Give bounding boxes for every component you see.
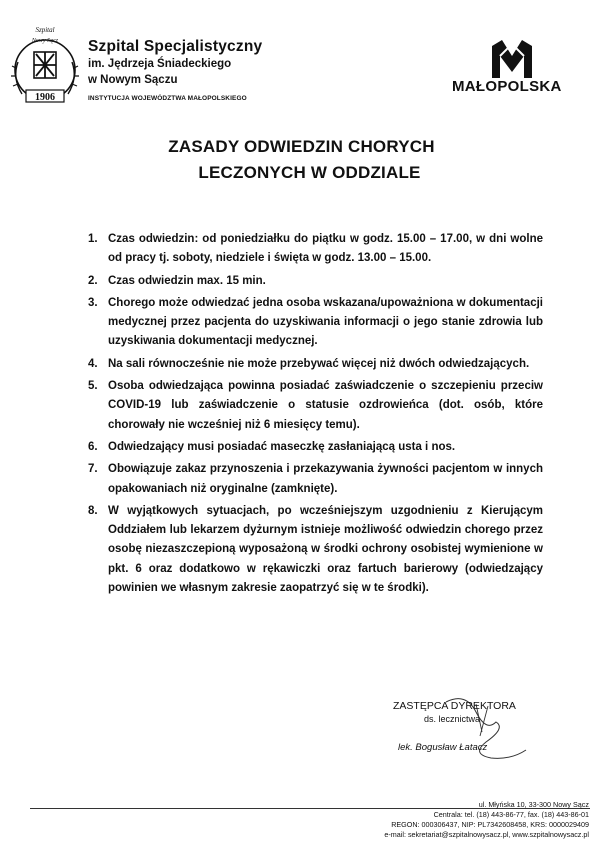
- rule-item-3: [88, 294, 543, 352]
- rule-text: Na sali równocześnie nie może przebywać więcej niż dwóch odwiedzających.: [108, 357, 530, 370]
- rule-item-5: [88, 377, 543, 435]
- rule-number: 1.: [88, 233, 98, 245]
- signature-subtitle: ds. lecznictwa: [424, 714, 481, 724]
- hospital-name: Szpital Specjalistyczny: [88, 38, 263, 55]
- svg-text:Nowy Sącz: Nowy Sącz: [31, 38, 59, 44]
- rule-item-4: [88, 355, 543, 374]
- rule-number: 3.: [88, 296, 98, 309]
- region-name: MAŁOPOLSKA: [452, 78, 562, 95]
- hospital-seal-logo: [6, 22, 84, 108]
- document-title-line1: ZASADY ODWIEDZIN CHORYCH: [168, 137, 435, 156]
- document-title-line2: LECZONYCH W ODDZIALE: [198, 163, 421, 182]
- svg-text:Szpital: Szpital: [35, 26, 55, 34]
- footer-contact: [384, 800, 589, 840]
- hospital-city: w Nowym Sączu: [88, 74, 178, 86]
- rule-number: 7.: [88, 463, 98, 476]
- rule-item-8: [88, 502, 543, 598]
- rule-text: Odwiedzający musi posiadać maseczkę zasłaniającą usta i nos.: [108, 440, 456, 453]
- visiting-rules-list: [88, 230, 543, 601]
- rule-text: Czas odwiedzin max. 15 min.: [108, 274, 266, 287]
- rule-item-2: [88, 272, 543, 291]
- rule-number: 6.: [88, 440, 98, 453]
- hospital-patron: im. Jędrzeja Śniadeckiego: [88, 58, 232, 70]
- signature-title: ZASTĘPCA DYREKTORA: [393, 700, 516, 712]
- rule-item-7: [88, 460, 543, 499]
- rule-number: 4.: [88, 357, 98, 370]
- rule-text: W wyjątkowych sytuacjach, po wcześniejszym uzgodnieniu z Kierującym Oddziałem lub lekarzem dyżurnym istnieje możliwość odwiedzin chorego przez osobę niezaszczepioną wyposażoną w środki ochrony osobistej wymienione w pkt. 6 oraz dodatkowo w rękawiczki oraz fartuch barierowy (odwiedzający powinien we własnym zakresie zaopatrzyć się w te środki).: [108, 504, 543, 595]
- signature-name: lek. Bogusław Łatacz: [398, 742, 488, 753]
- footer-email: e-mail: sekretariat@szpitalnowysacz.pl, www.szpitalnowysacz.pl: [384, 830, 589, 839]
- rule-number: 2.: [88, 274, 98, 287]
- footer-address: ul. Młyńska 10, 33-300 Nowy Sącz: [478, 800, 589, 809]
- rule-item-1: [88, 230, 543, 269]
- rule-text: Czas odwiedzin: od poniedziałku do piątku w godz. 15.00 – 17.00, w dni wolne od pracy tj. soboty, niedziele i święta w godz. 13.00 – 15.00.: [108, 233, 543, 265]
- rule-item-6: [88, 438, 543, 457]
- malopolska-logo-icon: [484, 38, 540, 78]
- svg-text:1906: 1906: [35, 92, 55, 103]
- rule-number: 8.: [88, 504, 98, 517]
- rule-text: Osoba odwiedzająca powinna posiadać zaświadczenie o szczepieniu przeciw COVID-19 lub zaświadczenie o statusie ozdrowieńca (dot. osób, które chorowały nie wcześniej niż 6 miesięcy temu).: [108, 380, 543, 431]
- footer-ids: REGON: 000306437, NIP: PL7342608458, KRS: 0000029409: [391, 820, 589, 829]
- rule-text: Chorego może odwiedzać jedna osoba wskazana/upoważniona w dokumentacji medycznej przez pacjenta do uzyskiwania informacji o jego stanie zdrowia lub uzyskiwania dokumentacji medycznej.: [108, 296, 543, 348]
- footer-phone: Centrala: tel. (18) 443-86-77, fax. (18) 443-86-01: [433, 810, 589, 819]
- rule-number: 5.: [88, 380, 98, 393]
- rule-text: Obowiązuje zakaz przynoszenia i przekazywania żywności pacjentom w innych opakowaniach niż oryginalne (zamknięte).: [108, 463, 543, 495]
- institution-label: INSTYTUCJA WOJEWÓDZTWA MAŁOPOLSKIEGO: [88, 95, 247, 102]
